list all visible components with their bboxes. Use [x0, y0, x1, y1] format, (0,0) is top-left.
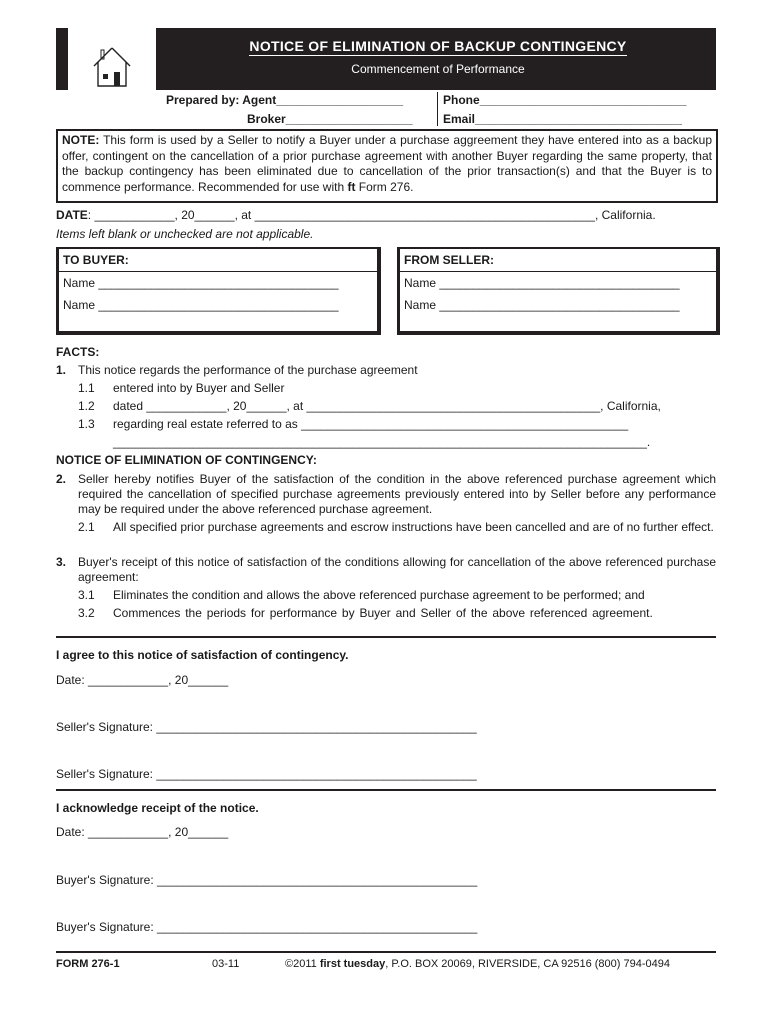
note-text-end: Form 276. — [355, 179, 414, 194]
buyer-name-field-1[interactable]: Name ____________________________________ — [63, 276, 339, 290]
facts-item-1-3[interactable]: regarding real estate referred to as _________________________________________________ — [113, 417, 629, 431]
note-text: This form is used by a Seller to notify a Buyer under a purchase aggreement they have entered into as a backup offer, contingent on the cancellation of a prior purchase agreement with another Buyer regarding the same property, that the backup contingency has been eliminated due to cancellation of the prior transaction(s) and that the Buyer is to commence performance. Recommended for use with — [62, 133, 712, 194]
notice-item-3: Buyer's receipt of this notice of satisfaction of the conditions allowing for cancellation of the above referenced purchase agreement: — [78, 555, 716, 584]
footer-divider — [56, 951, 716, 953]
buyer-ack-heading: I acknowledge receipt of the notice. — [56, 801, 259, 815]
copyright-prefix: ©2011 — [285, 958, 320, 970]
note-label: NOTE: — [62, 133, 100, 147]
buyer-name-field-2[interactable]: Name ____________________________________ — [63, 298, 339, 312]
section-divider — [56, 789, 716, 791]
page-subtitle: Commencement of Performance — [351, 62, 525, 76]
form-number: FORM 276-1 — [56, 958, 120, 970]
logo — [68, 16, 156, 102]
divider — [400, 271, 716, 272]
item-number: 1.2 — [78, 399, 95, 413]
house-icon — [68, 16, 156, 102]
copyright — [285, 958, 670, 970]
divider — [59, 271, 377, 272]
item-number: 1.3 — [78, 417, 95, 431]
notice-item-3-2: Commences the periods for performance by Buyer and Seller of the above referenced agreement. — [113, 606, 653, 620]
item-number: 1. — [56, 363, 67, 377]
note-box — [56, 129, 718, 203]
date-label: DATE — [56, 208, 88, 222]
email-field[interactable]: Email_______________________________ — [443, 112, 682, 126]
facts-item-1-1[interactable]: entered into by Buyer and Seller — [113, 381, 285, 395]
property-line[interactable]: ________________________________________________________________________________. — [113, 435, 651, 449]
page-title: NOTICE OF ELIMINATION OF BACKUP CONTINGENCY — [249, 38, 627, 54]
item-number: 2.1 — [78, 520, 95, 534]
to-buyer-box — [56, 247, 381, 335]
item-number: 3.2 — [78, 606, 95, 620]
agent-field[interactable]: Prepared by: Agent___________________ — [166, 93, 404, 107]
prepared-divider — [437, 92, 438, 126]
buyer-signature-1[interactable]: Buyer's Signature: ________________________________________________ — [56, 873, 478, 887]
broker-field[interactable]: Broker___________________ — [247, 112, 413, 126]
copyright-brand: first tuesday — [319, 958, 386, 970]
to-buyer-heading: TO BUYER: — [63, 253, 129, 267]
item-number: 1.1 — [78, 381, 95, 395]
section-divider — [56, 636, 716, 638]
phone-field[interactable]: Phone_______________________________ — [443, 93, 687, 107]
buyer-signature-2[interactable]: Buyer's Signature: ________________________________________________ — [56, 920, 478, 934]
item-number: 3. — [56, 555, 67, 569]
notice-heading: NOTICE OF ELIMINATION OF CONTINGENCY: — [56, 453, 317, 467]
seller-date-field[interactable]: Date: ____________, 20______ — [56, 673, 229, 687]
facts-item-1-2[interactable]: dated ____________, 20______, at ____________________________________________, California, — [113, 399, 661, 413]
notice-item-3-1: Eliminates the condition and allows the above referenced purchase agreement to be performed; and — [113, 588, 645, 602]
date-line[interactable] — [56, 208, 656, 222]
copyright-address: , P.O. BOX 20069, RIVERSIDE, CA 92516 (800) 794-0494 — [385, 958, 670, 970]
seller-name-field-1[interactable]: Name ____________________________________ — [404, 276, 680, 290]
facts-heading: FACTS: — [56, 345, 100, 359]
date-blanks: : ____________, 20______, at ___________________________________________________, California. — [87, 208, 656, 222]
notice-item-2-1: All specified prior purchase agreements and escrow instructions have been cancelled and are of no further effect. — [113, 520, 714, 534]
blank-note: Items left blank or unchecked are not applicable. — [56, 227, 314, 241]
seller-signature-2[interactable]: Seller's Signature: ________________________________________________ — [56, 767, 477, 781]
item-number: 2. — [56, 472, 67, 486]
from-seller-heading: FROM SELLER: — [404, 253, 494, 267]
notice-item-2: Seller hereby notifies Buyer of the satisfaction of the condition in the above referenced purchase agreement which required the cancellation of specified purchase agreements previously entered into by Seller before any performance may be required under the above referenced purchase agreement. — [78, 472, 716, 516]
form-revision: 03-11 — [212, 958, 240, 970]
facts-item-1: This notice regards the performance of the purchase agreement — [78, 363, 418, 377]
seller-signature-1[interactable]: Seller's Signature: ________________________________________________ — [56, 720, 477, 734]
from-seller-box — [397, 247, 720, 335]
note-brand: ft — [347, 179, 356, 194]
buyer-date-field[interactable]: Date: ____________, 20______ — [56, 825, 229, 839]
item-number: 3.1 — [78, 588, 95, 602]
seller-agree-heading: I agree to this notice of satisfaction of contingency. — [56, 648, 349, 662]
seller-name-field-2[interactable]: Name ____________________________________ — [404, 298, 680, 312]
